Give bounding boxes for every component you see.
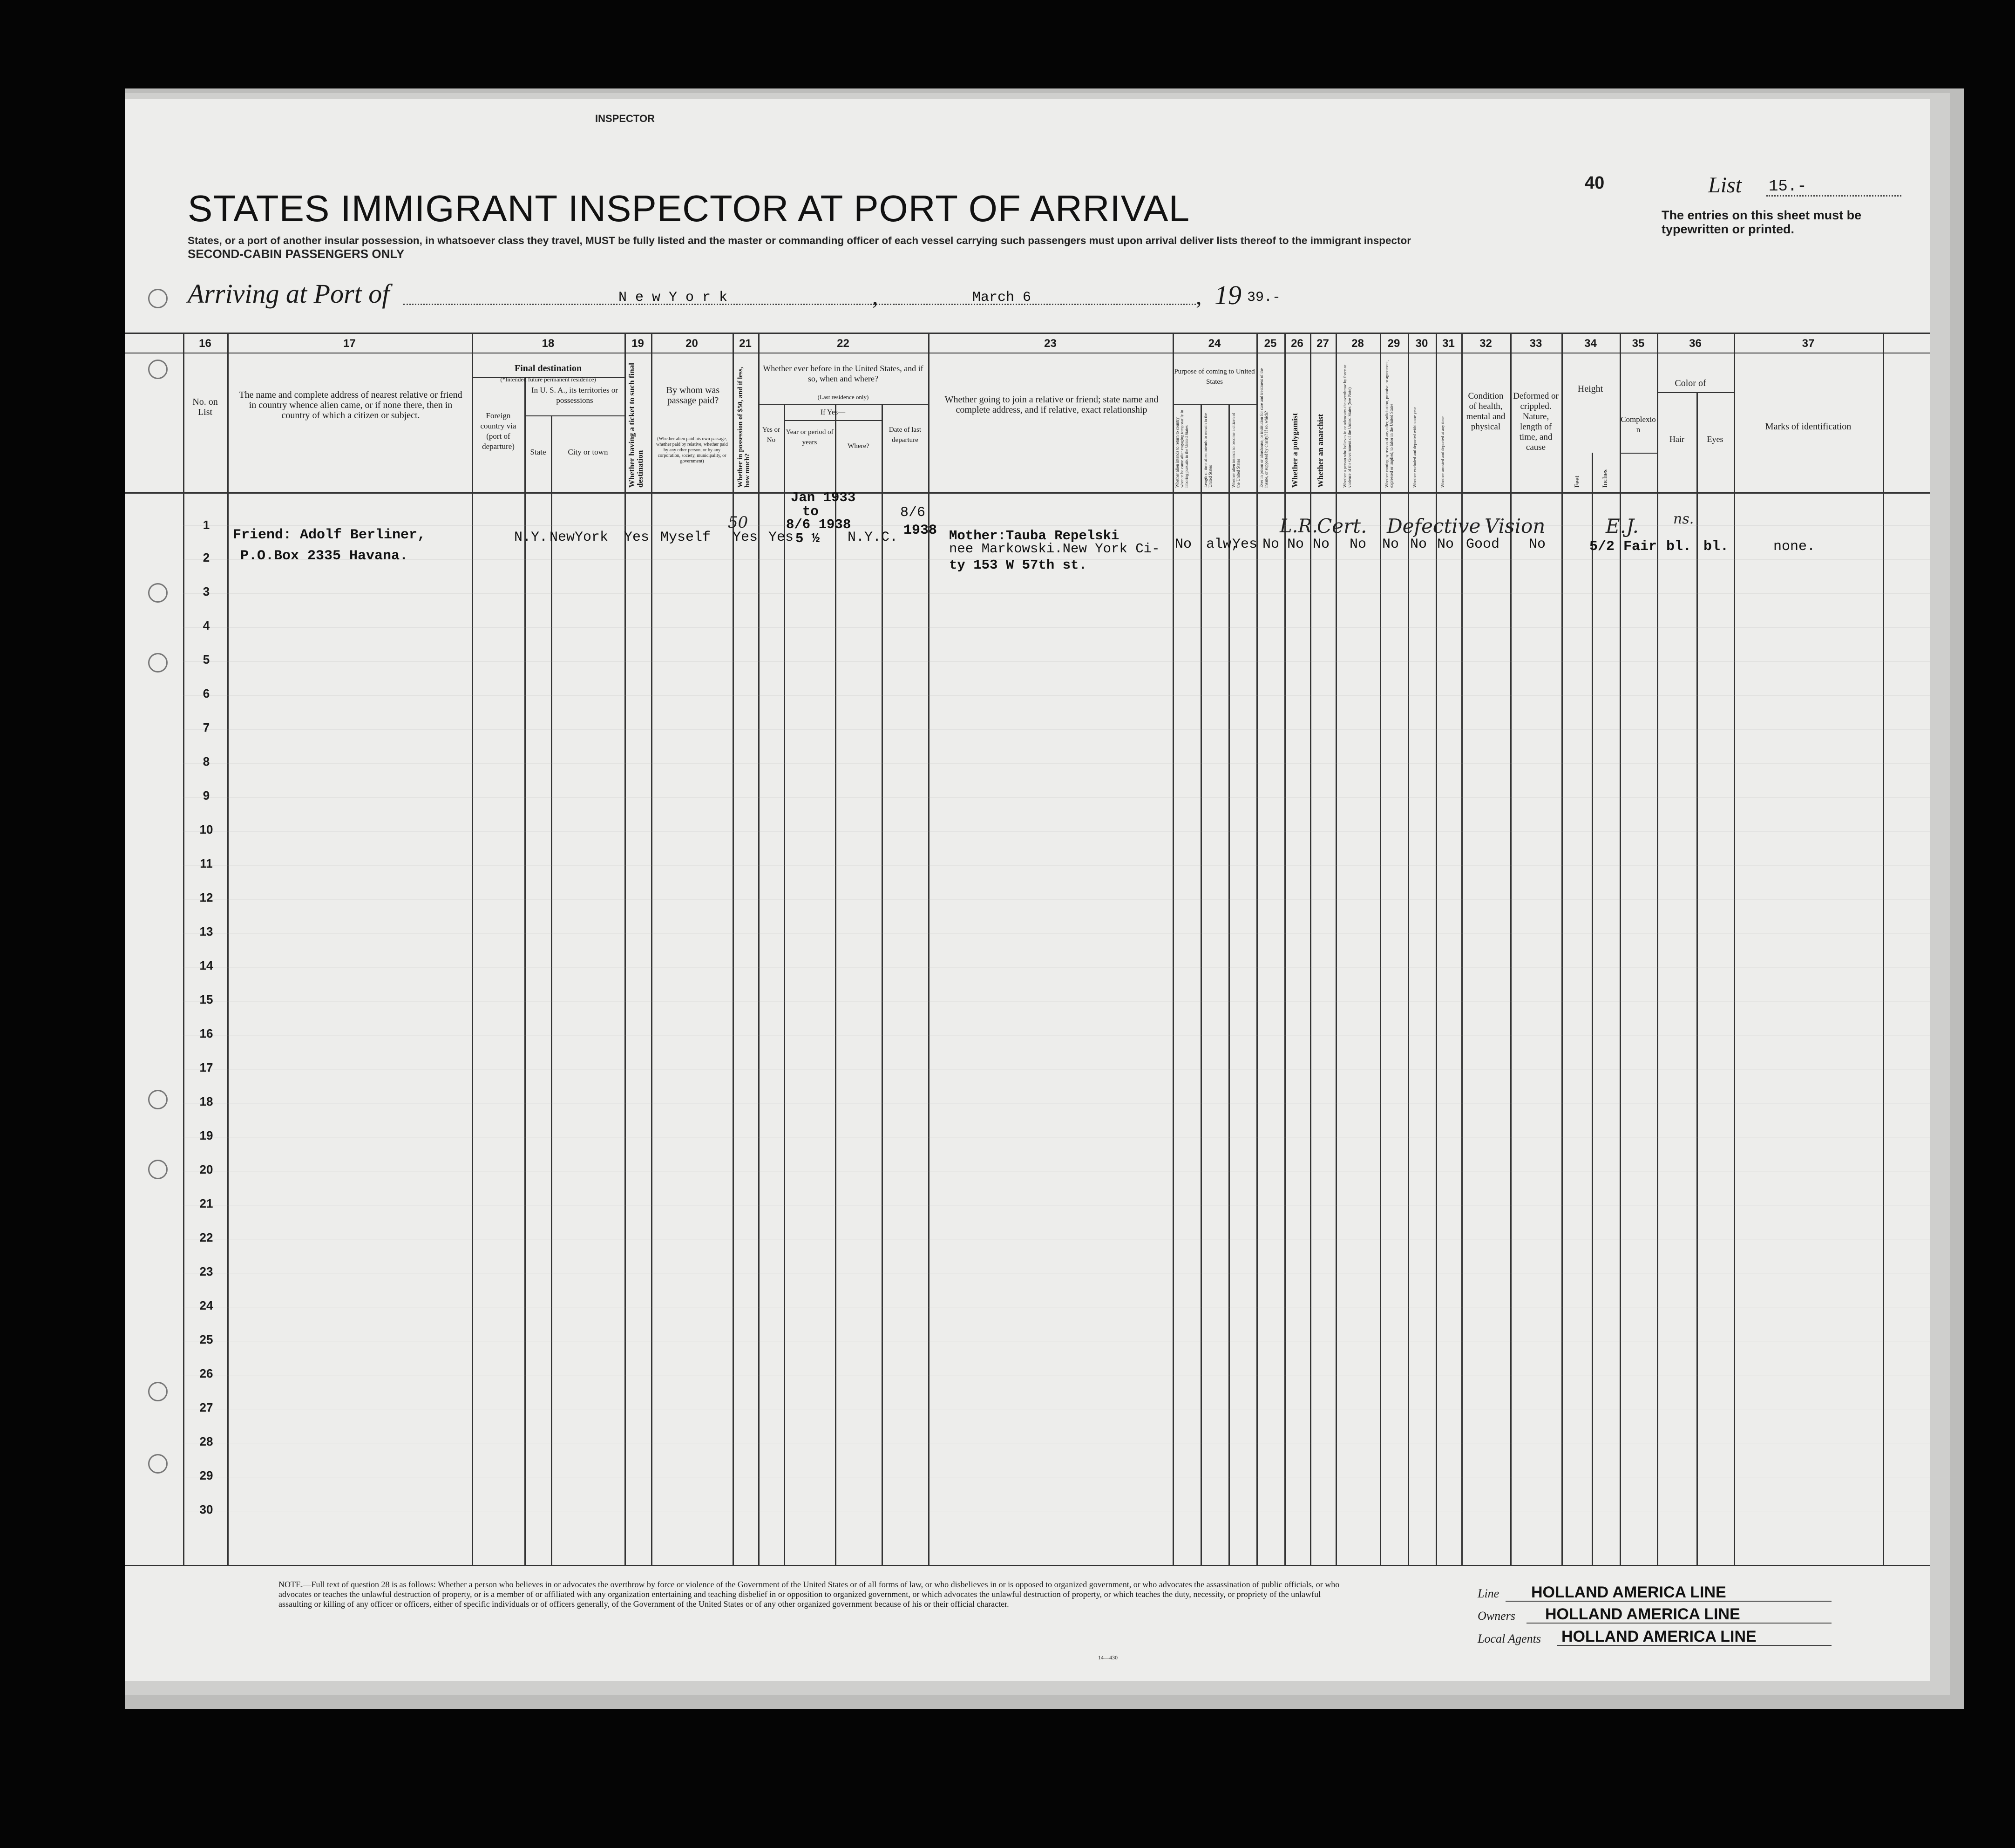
header-purpose: Purpose of coming to United States [1174, 368, 1255, 386]
row-number: 17 [199, 1060, 213, 1074]
header-final-destination: Final destination [515, 363, 582, 374]
header-polygamist: Whether a polygamist [1290, 413, 1299, 488]
city-value: NewYork [550, 530, 609, 545]
header-anarchist: Whether an anarchist [1316, 414, 1325, 488]
header-health: Condition of health, mental and physical [1466, 391, 1506, 432]
handwritten-annotation: Defective [1387, 515, 1481, 537]
year-prefix: 19 [1214, 280, 1242, 310]
row-number: 24 [199, 1298, 213, 1312]
row-number: 29 [199, 1468, 213, 1482]
header-excluded: Whether excluded and deported within one year [1412, 407, 1417, 488]
join-line-2: nee Markowski.New York Ci- [949, 541, 1160, 557]
instruction-text [188, 234, 1655, 261]
col22-subline [758, 404, 928, 405]
header-deformed: Deformed or crippled. Nature, length of time, and cause [1513, 391, 1559, 452]
handwritten-annotation: Cert. [1317, 515, 1367, 537]
row-number: 3 [203, 584, 210, 598]
table-bottom-border [125, 1565, 1930, 1566]
arriving-label: Arriving at Port of [188, 279, 390, 309]
col-number: 17 [343, 337, 356, 350]
header-bottom-border [125, 492, 1930, 494]
row-number: 28 [199, 1434, 213, 1448]
header-citizen: Whether alien intends to become a citizen of the United States [1231, 413, 1241, 488]
header-passage-paid: By whom was passage paid? [666, 385, 720, 406]
page-number: 40 [1585, 173, 1605, 193]
health-value: Good [1466, 537, 1500, 552]
line-value: HOLLAND AMERICA LINE [1531, 1583, 1726, 1601]
header-nearest-relative: The name and complete address of nearest relative or friend in country whence alien came, or if none there, then in country of which a citizen or subject. [239, 390, 462, 421]
citizen-value: Yes [1232, 537, 1258, 552]
handwritten-annotation: Vision [1485, 515, 1546, 537]
deformed-value: No [1529, 537, 1546, 552]
period-line-3: 8/6 1938 [786, 517, 851, 532]
row-number: 20 [199, 1162, 213, 1176]
col18-subline [524, 415, 624, 416]
header-complexion: Complexion [1621, 415, 1656, 434]
col-number: 34 [1584, 337, 1597, 350]
port-value: N e w Y o r k [618, 290, 728, 306]
row-number: 18 [199, 1094, 213, 1108]
row-number: 2 [203, 550, 210, 564]
comma: , [1196, 283, 1202, 309]
labor-value: No [1382, 537, 1399, 552]
col-number: 27 [1316, 337, 1329, 350]
header-stamp: INSPECTOR [595, 113, 655, 124]
col-number: 21 [739, 337, 752, 350]
row-number: 25 [199, 1332, 213, 1346]
money-annotation: 50 [728, 513, 748, 532]
header-year: Year or period of years [786, 428, 834, 446]
col-number: 33 [1529, 337, 1542, 350]
col-number: 28 [1351, 337, 1364, 350]
col-number: 25 [1264, 337, 1277, 350]
row-number: 10 [199, 822, 213, 836]
overthrow-value: No [1350, 537, 1367, 552]
header-passage-paid-sub: (Whether alien paid his own passage, whether paid by relative, whether paid by any other person, or by any corporation, society, municipality, or government) [656, 436, 728, 464]
header-return: Whether alien intends to return to country whence he came after engaging temporarily in laboring pursuits in the United States [1175, 410, 1189, 488]
money-value: Yes [733, 530, 758, 545]
col-number: 18 [542, 337, 555, 350]
join-line-3: ty 153 W 57th st. [949, 557, 1087, 573]
arrested-value: No [1437, 537, 1454, 552]
col-number: 16 [199, 337, 211, 350]
header-height: Height [1577, 384, 1603, 394]
col-number: 19 [631, 337, 644, 350]
row-number: 11 [200, 856, 213, 870]
table-top-border [125, 333, 1930, 334]
list-line [1766, 195, 1901, 197]
state-value: N.Y. [514, 530, 548, 545]
header-ever-before: Whether ever before in the United States, and if so, when and where? [763, 364, 923, 383]
header-city: City or town [568, 448, 608, 456]
row-number: 12 [199, 890, 213, 904]
form-title: STATES IMMIGRANT INSPECTOR AT PORT OF ARRIVAL [188, 188, 1190, 229]
return-value: No [1175, 537, 1192, 552]
footer-note: NOTE.—Full text of question 28 is as follows: Whether a person who believes in or advocates the overthrow by force or violence of the Government of the United States or of all forms of law, or who disbelieves in or is opposed to organized government, or who advocates the assassination of public officials, or who advocates or teaches the unlawful destruction of property, or is a member of or affiliated with any organization entertaining and teaching disbelief in or opposition to organized government, or which advocates the unlawful destruction of property, or which teaches the duty, necessity, or propriety of the unlawful assaulting or killing of any officer or officers, either of specific individuals or of officers generally, of the Government of the United States or of any other organized government because of his or their official character. [278, 1580, 1340, 1609]
period-line-4: 5 ½ [795, 531, 820, 546]
header-prison: Ever in prison or almshouse, or institution for care and treatment of the insane, or supported by charity? If so, which? [1259, 368, 1269, 488]
header-inches: Inches [1601, 469, 1609, 488]
anarchist-value: No [1313, 537, 1330, 552]
row-number: 6 [203, 686, 210, 700]
col-number: 22 [837, 337, 849, 350]
row-number: 7 [203, 720, 210, 734]
col-number: 26 [1291, 337, 1303, 350]
paid-by-value: Myself [660, 530, 711, 545]
row-number: 23 [199, 1264, 213, 1278]
col-number: 32 [1479, 337, 1492, 350]
header-marks: Marks of identification [1765, 421, 1852, 432]
header-if-yes: If Yes— [820, 408, 846, 416]
row-number: 27 [199, 1400, 213, 1414]
col22-subline [784, 420, 882, 421]
header-feet: Feet [1574, 476, 1581, 488]
row-number: 14 [199, 958, 213, 972]
header-length-of-stay: Length of time alien intends to remain in the United States [1203, 413, 1213, 488]
join-line-1: Mother:Tauba Repelski [949, 528, 1119, 544]
header-eyes: Eyes [1707, 435, 1723, 444]
header-overthrow: Whether a person who believes in or advocates the overthrow by force or violence of the Government of the United States (See Note) [1343, 365, 1352, 488]
col36-subline [1657, 392, 1734, 393]
row-number: 16 [199, 1026, 213, 1040]
handwritten-annotation: E.J. [1606, 515, 1639, 537]
where-value: N.Y.C. [848, 530, 898, 545]
polygamist-value: No [1287, 537, 1304, 552]
header-where: Where? [848, 442, 869, 450]
list-number: 15.- [1769, 178, 1807, 196]
date-line [893, 304, 1196, 305]
col-number: 29 [1387, 337, 1400, 350]
row-number: 9 [203, 788, 210, 802]
eyes-value: bl. [1703, 539, 1729, 555]
header-fifty-dollars: Whether in possession of $50, and if less, how much? [737, 367, 751, 488]
col-number: 23 [1044, 337, 1057, 350]
header-ticket: Whether having a ticket to such final destination [627, 363, 645, 488]
agents-value: HOLLAND AMERICA LINE [1561, 1628, 1757, 1645]
relative-line-1: Friend: Adolf Berliner, [233, 527, 426, 543]
header-yes-no: Yes or No [762, 426, 780, 444]
comma: , [872, 283, 878, 309]
owners-label: Owners [1478, 1609, 1515, 1623]
instruction-line: States, or a port of another insular possession, in whatsoever class they travel, MUST be fully listed and the master or commanding officer of each vessel carrying such passengers must upon arrival deliver lists thereof to the immigrant inspector [188, 235, 1411, 246]
last-departure-1: 8/6 [900, 505, 926, 521]
col-number: 37 [1802, 337, 1815, 350]
last-departure-2: 1938 [903, 523, 937, 538]
row-number: 22 [199, 1230, 213, 1244]
header-last-residence: (Last residence only) [817, 394, 869, 401]
typewritten-note: The entries on this sheet must be typewritten or printed. [1662, 208, 1862, 236]
handwritten-annotation: L.R. [1280, 516, 1318, 537]
row-number: 1 [203, 518, 210, 532]
list-label: List [1708, 173, 1742, 197]
header-foreign-country: Foreign country via (port of departure) [480, 411, 516, 451]
header-hair: Hair [1669, 435, 1684, 444]
header-last-departure: Date of last departure [889, 426, 922, 444]
col-number: 20 [685, 337, 698, 350]
height-value: 5/2 [1589, 539, 1615, 555]
line-label: Line [1478, 1587, 1499, 1600]
period-line-2: to [802, 504, 819, 519]
col-number: 36 [1689, 337, 1702, 350]
header-color-of: Color of— [1675, 378, 1716, 388]
row-number: 15 [199, 992, 213, 1006]
row-number: 8 [203, 754, 210, 768]
cabin-class: SECOND-CABIN PASSENGERS ONLY [188, 247, 405, 261]
col34-subline [1620, 453, 1657, 454]
row-number: 26 [199, 1366, 213, 1380]
row-number: 4 [203, 618, 210, 632]
col24-subline [1173, 404, 1256, 405]
hair-value: bl. [1666, 539, 1692, 555]
col-number: 35 [1632, 337, 1645, 350]
excluded-value: No [1410, 537, 1427, 552]
row-number: 5 [203, 652, 210, 666]
relative-line-2: P.O.Box 2335 Havana. [240, 548, 408, 564]
row-number: 21 [199, 1196, 213, 1210]
header-join-relative: Whether going to join a relative or friend; state name and complete address, and if relative, exact relationship [944, 394, 1159, 415]
year-value: 39.- [1247, 290, 1281, 306]
date-value: March 6 [972, 290, 1031, 306]
header-labor: Whether coming by reason of any offer, solicitation, promise, or agreement, expressed or implied, to labor in the United States [1384, 360, 1394, 488]
prison-value: No [1262, 537, 1280, 552]
owners-value: HOLLAND AMERICA LINE [1545, 1605, 1740, 1623]
row-number: 13 [199, 924, 213, 938]
handwritten-annotation: ns. [1673, 511, 1694, 527]
col-number: 30 [1415, 337, 1428, 350]
agents-label: Local Agents [1478, 1632, 1541, 1645]
col-number: 24 [1208, 337, 1221, 350]
row-number: 19 [199, 1128, 213, 1142]
header-final-destination-sub: (*Intended future permanent residence) [500, 376, 596, 383]
manifest-sheet [125, 99, 1930, 1681]
period-line-1: Jan 1933 [791, 490, 856, 505]
header-arrested: Whether arrested and deported at any time [1440, 416, 1445, 488]
ticket-value: Yes [624, 530, 650, 545]
header-no-on-list: No. on List [192, 397, 218, 417]
form-number: 14—430 [1098, 1654, 1118, 1661]
ever-before-value: Yes [768, 530, 794, 545]
length-value: alw, [1206, 537, 1240, 552]
header-in-usa: In U. S. A., its territories or possessions [531, 386, 618, 405]
col-number: 31 [1442, 337, 1455, 350]
complexion-value: Fair [1623, 539, 1657, 555]
marks-value: none. [1773, 539, 1816, 555]
row-number: 30 [199, 1502, 213, 1516]
header-state: State [530, 448, 546, 456]
